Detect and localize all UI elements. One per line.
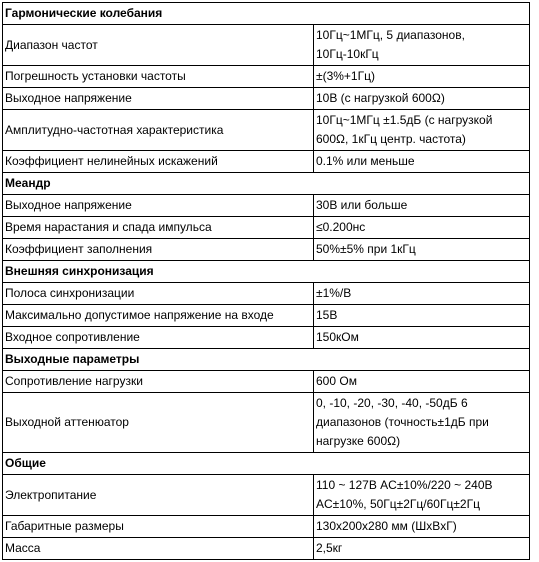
- parameter-label: Выходное напряжение: [3, 195, 314, 217]
- parameter-value: [314, 239, 530, 261]
- section-header-row: [3, 173, 530, 195]
- parameter-value: [314, 151, 530, 173]
- table-row: [3, 283, 530, 305]
- table-row: [3, 327, 530, 349]
- value-line: 150кОм: [316, 330, 359, 344]
- parameter-label: Коэффициент нелинейных искажений: [3, 151, 314, 173]
- value-line: 15В: [316, 308, 338, 322]
- value-line: 600Ω, 1кГц центр. частота): [316, 132, 466, 146]
- section-title: Гармонические колебания: [3, 3, 530, 25]
- parameter-label: Габаритные размеры: [3, 516, 314, 538]
- table-row: [3, 195, 530, 217]
- table-row: [3, 393, 530, 453]
- parameter-value: [314, 217, 530, 239]
- section-header-row: [3, 3, 530, 25]
- table-row: [3, 371, 530, 393]
- parameter-value: [314, 66, 530, 88]
- value-line: 130x200x280 мм (ШxВxГ): [316, 519, 457, 533]
- value-line: AC±10%, 50Гц±2Гц/60Гц±2Гц: [316, 497, 480, 511]
- parameter-label: Входное сопротивление: [3, 327, 314, 349]
- parameter-value: [314, 475, 530, 516]
- parameter-label: Время нарастания и спада импульса: [3, 217, 314, 239]
- value-line: 10Гц~1МГц, 5 диапазонов,: [316, 28, 465, 42]
- value-line: 0.1% или меньше: [316, 154, 415, 168]
- table-row: [3, 25, 530, 66]
- parameter-value: [314, 88, 530, 110]
- table-row: [3, 217, 530, 239]
- parameter-value: [314, 538, 530, 560]
- specifications-table-body: [3, 3, 530, 560]
- parameter-value: [314, 516, 530, 538]
- parameter-value: [314, 283, 530, 305]
- value-line: 110 ~ 127В AC±10%/220 ~ 240В: [316, 478, 493, 492]
- value-line: 30В или больше: [316, 198, 408, 212]
- parameter-label: Амплитудно-частотная характеристика: [3, 110, 314, 151]
- value-line: нагрузке 600Ω): [316, 434, 401, 448]
- value-line: 600 Ом: [316, 374, 357, 388]
- specifications-table: [2, 2, 530, 560]
- parameter-label: Масса: [3, 538, 314, 560]
- spec-table-container: [2, 2, 529, 559]
- section-header-row: [3, 261, 530, 283]
- section-header-row: [3, 453, 530, 475]
- section-title: Меандр: [3, 173, 530, 195]
- value-line: 0, -10, -20, -30, -40, -50дБ 6: [316, 396, 468, 410]
- value-line: ±1%/В: [316, 286, 352, 300]
- value-line: диапазонов (точность±1дБ при: [316, 415, 489, 429]
- table-row: [3, 151, 530, 173]
- parameter-label: Максимально допустимое напряжение на входе: [3, 305, 314, 327]
- section-title: Выходные параметры: [3, 349, 530, 371]
- table-row: [3, 110, 530, 151]
- parameter-value: [314, 371, 530, 393]
- parameter-value: [314, 393, 530, 453]
- section-title: Внешняя синхронизация: [3, 261, 530, 283]
- value-line: ±(3%+1Гц): [316, 69, 375, 83]
- parameter-label: Электропитание: [3, 475, 314, 516]
- parameter-value: [314, 327, 530, 349]
- parameter-label: Сопротивление нагрузки: [3, 371, 314, 393]
- value-line: 10Гц~1МГц ±1.5дБ (с нагрузкой: [316, 113, 493, 127]
- table-row: [3, 239, 530, 261]
- parameter-label: Полоса синхронизации: [3, 283, 314, 305]
- parameter-label: Выходное напряжение: [3, 88, 314, 110]
- section-header-row: [3, 349, 530, 371]
- parameter-value: [314, 25, 530, 66]
- parameter-value: [314, 305, 530, 327]
- table-row: [3, 475, 530, 516]
- parameter-value: [314, 110, 530, 151]
- table-row: [3, 305, 530, 327]
- parameter-value: [314, 195, 530, 217]
- value-line: 10В (с нагрузкой 600Ω): [316, 91, 445, 105]
- table-row: [3, 88, 530, 110]
- parameter-label: Диапазон частот: [3, 25, 314, 66]
- value-line: 10Гц-10кГц: [316, 47, 379, 61]
- table-row: [3, 516, 530, 538]
- value-line: 2,5кг: [316, 541, 343, 555]
- parameter-label: Коэффициент заполнения: [3, 239, 314, 261]
- table-row: [3, 538, 530, 560]
- value-line: ≤0.200нс: [316, 220, 366, 234]
- section-title: Общие: [3, 453, 530, 475]
- table-row: [3, 66, 530, 88]
- value-line: 50%±5% при 1кГц: [316, 242, 416, 256]
- parameter-label: Погрешность установки частоты: [3, 66, 314, 88]
- parameter-label: Выходной аттенюатор: [3, 393, 314, 453]
